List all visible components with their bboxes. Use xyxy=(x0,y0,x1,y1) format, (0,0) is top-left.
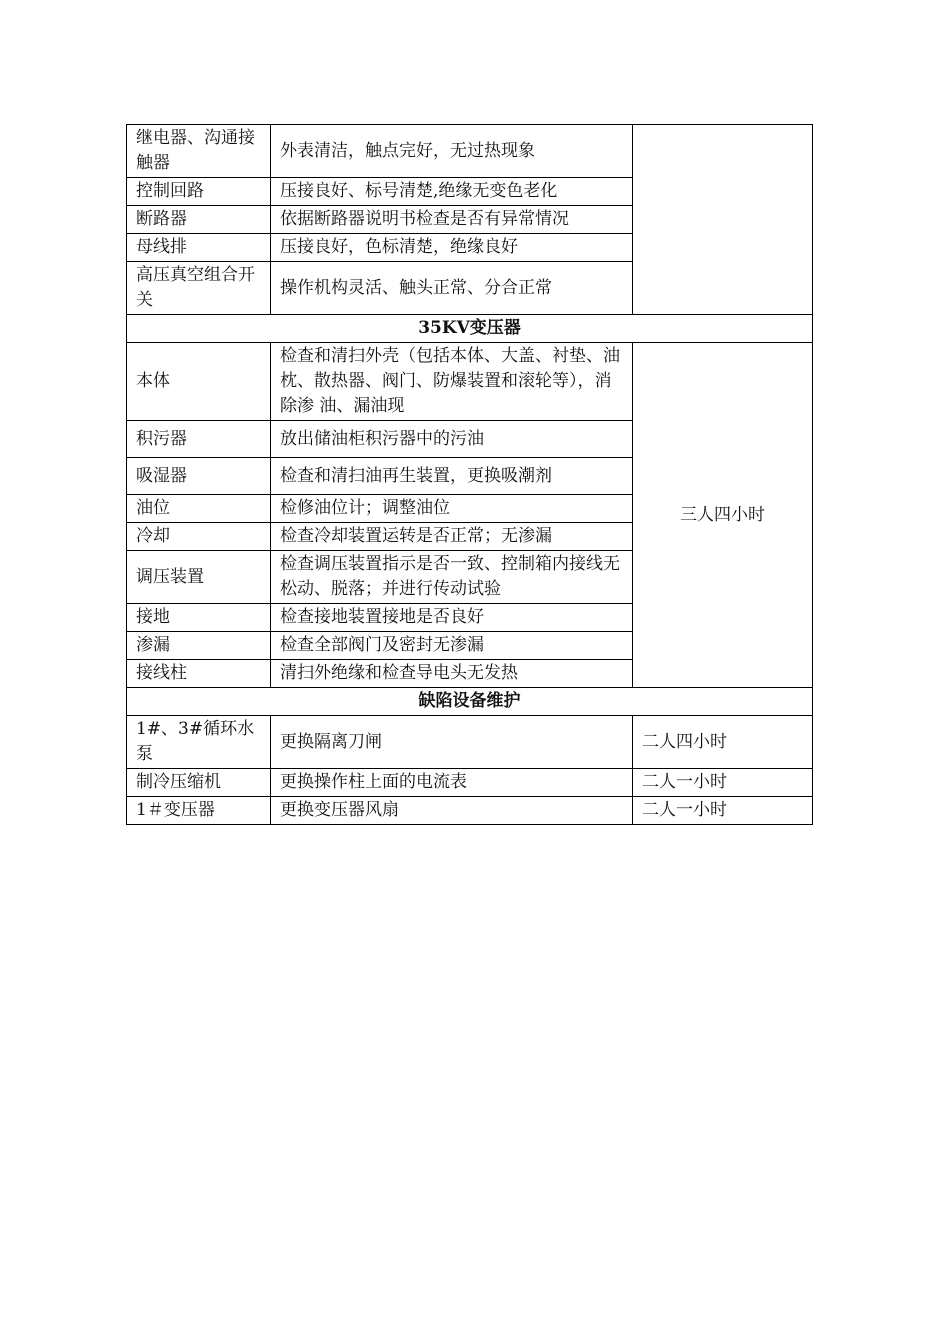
work-cell: 操作机构灵活、触头正常、分合正常 xyxy=(271,262,633,315)
item-cell: 制冷压缩机 xyxy=(127,769,271,797)
maintenance-table xyxy=(126,124,813,825)
work-cell: 检查接地装置接地是否良好 xyxy=(271,604,633,632)
item-cell: 控制回路 xyxy=(127,178,271,206)
item-cell: 1#、3#循环水泵 xyxy=(127,716,271,769)
time-cell-transformer: 三人四小时 xyxy=(633,343,813,688)
section-header-row xyxy=(127,688,813,716)
work-cell: 检查冷却装置运转是否正常；无渗漏 xyxy=(271,523,633,551)
table-row xyxy=(127,769,813,797)
time-cell: 二人一小时 xyxy=(633,769,813,797)
item-cell: 调压装置 xyxy=(127,551,271,604)
item-cell: 积污器 xyxy=(127,421,271,458)
item-cell: 冷却 xyxy=(127,523,271,551)
work-cell: 检查和清扫外壳（包括本体、大盖、衬垫、油枕、散热器、阀门、防爆装置和滚轮等），消除渗 油、漏油现 xyxy=(271,343,633,421)
time-cell: 二人一小时 xyxy=(633,797,813,825)
item-cell: 本体 xyxy=(127,343,271,421)
time-cell-empty xyxy=(633,125,813,315)
work-cell: 依据断路器说明书检查是否有异常情况 xyxy=(271,206,633,234)
item-cell: 接线柱 xyxy=(127,660,271,688)
work-cell: 检查调压装置指示是否一致、控制箱内接线无松动、脱落；并进行传动试验 xyxy=(271,551,633,604)
work-cell: 更换隔离刀闸 xyxy=(271,716,633,769)
table-row xyxy=(127,125,813,178)
work-cell: 外表清洁，触点完好，无过热现象 xyxy=(271,125,633,178)
work-cell: 压接良好、标号清楚,绝缘无变色老化 xyxy=(271,178,633,206)
item-cell: 母线排 xyxy=(127,234,271,262)
item-cell: 高压真空组合开关 xyxy=(127,262,271,315)
item-cell: 渗漏 xyxy=(127,632,271,660)
time-cell: 二人四小时 xyxy=(633,716,813,769)
item-cell: 断路器 xyxy=(127,206,271,234)
item-cell: 继电器、沟通接触器 xyxy=(127,125,271,178)
work-cell: 检查和清扫油再生装置，更换吸潮剂 xyxy=(271,458,633,495)
item-cell: 吸湿器 xyxy=(127,458,271,495)
work-cell: 放出储油柜积污器中的污油 xyxy=(271,421,633,458)
section-title-transformer: 35KV变压器 xyxy=(127,315,813,343)
section-title-defect: 缺陷设备维护 xyxy=(127,688,813,716)
item-cell: 1＃变压器 xyxy=(127,797,271,825)
work-cell: 检修油位计；调整油位 xyxy=(271,495,633,523)
work-cell: 更换变压器风扇 xyxy=(271,797,633,825)
item-cell: 油位 xyxy=(127,495,271,523)
table-row xyxy=(127,716,813,769)
work-cell: 更换操作柱上面的电流表 xyxy=(271,769,633,797)
work-cell: 检查全部阀门及密封无渗漏 xyxy=(271,632,633,660)
section-header-row xyxy=(127,315,813,343)
work-cell: 清扫外绝缘和检查导电头无发热 xyxy=(271,660,633,688)
work-cell: 压接良好，色标清楚，绝缘良好 xyxy=(271,234,633,262)
table-row xyxy=(127,343,813,421)
table-row xyxy=(127,797,813,825)
item-cell: 接地 xyxy=(127,604,271,632)
